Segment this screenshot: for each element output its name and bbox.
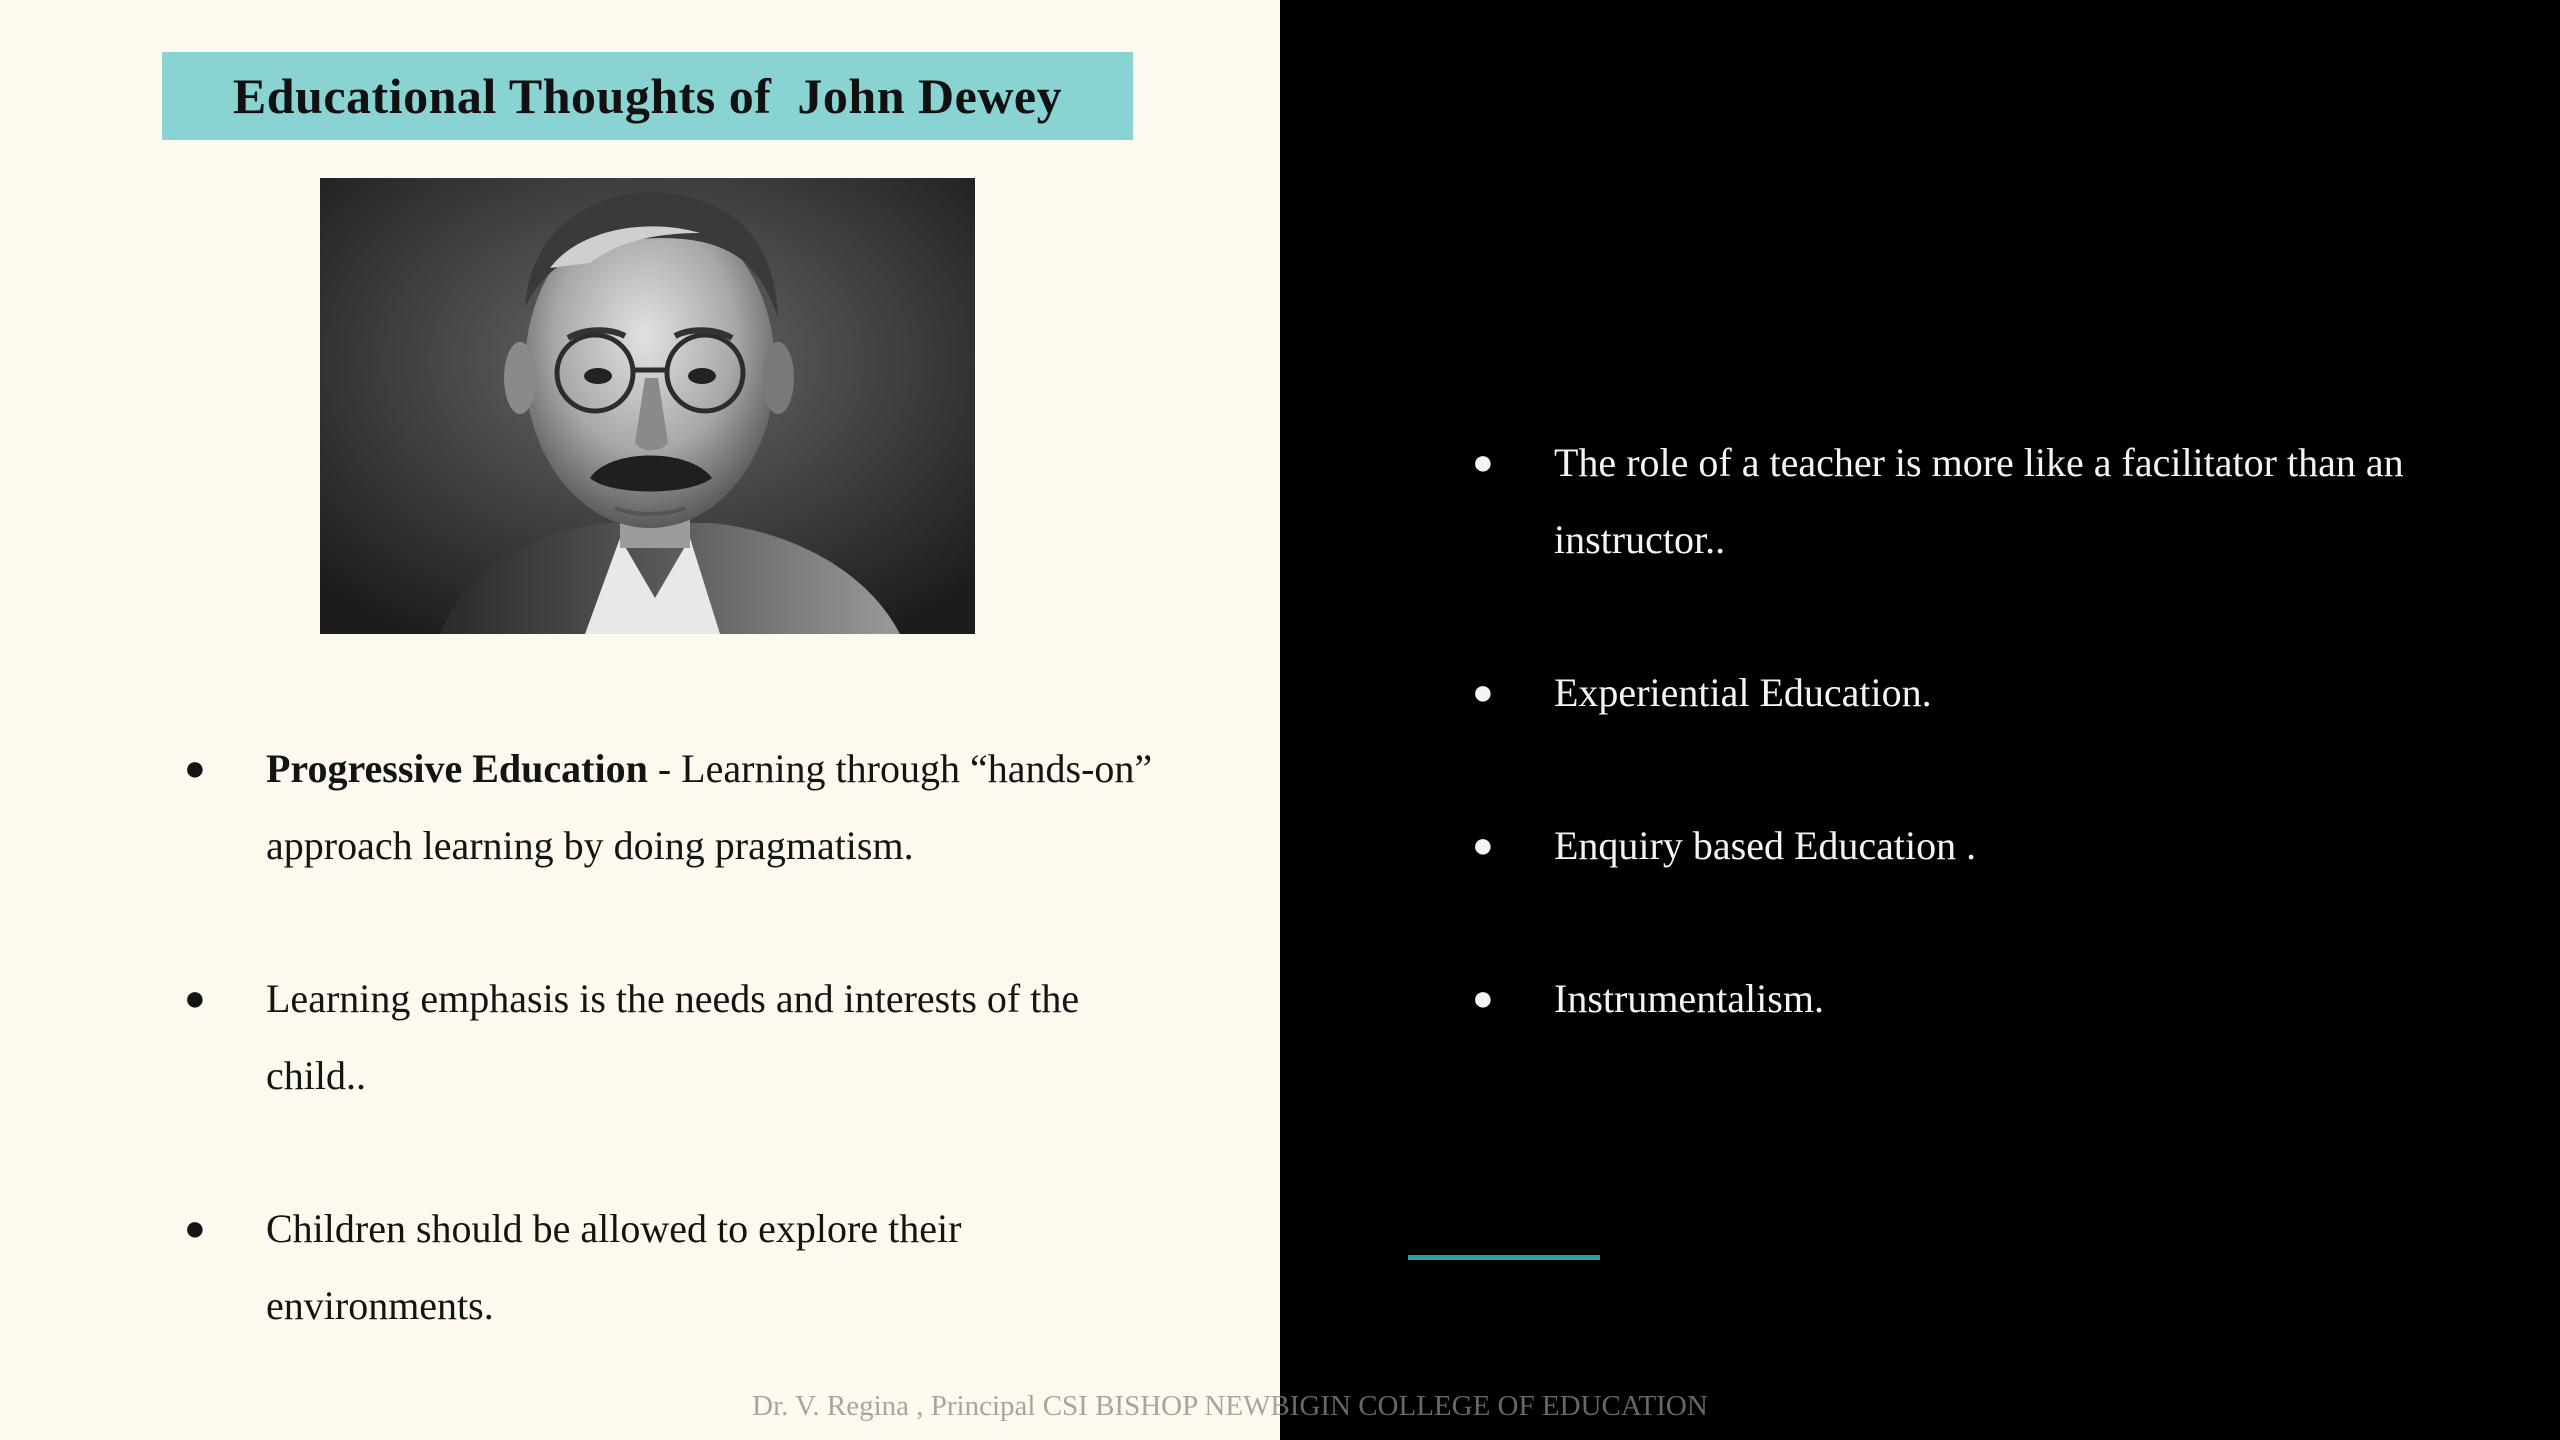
bullet-icon: ● xyxy=(1472,672,1494,712)
left-bullet-list xyxy=(180,730,1180,1420)
list-item xyxy=(180,960,1180,1114)
bullet-text: Instrumentalism. xyxy=(1554,976,1824,1021)
list-item xyxy=(1468,654,2468,731)
portrait-photo xyxy=(320,178,975,634)
bullet-text: Learning emphasis is the needs and interests of the child.. xyxy=(266,976,1080,1098)
bullet-term: Progressive Education xyxy=(266,746,648,791)
bullet-icon: ● xyxy=(184,748,206,788)
list-item xyxy=(180,1190,1180,1344)
bullet-icon: ● xyxy=(1472,978,1494,1018)
footer-credit xyxy=(0,1390,2560,1423)
bullet-text: Enquiry based Education . xyxy=(1554,823,1977,868)
bullet-icon: ● xyxy=(184,1208,206,1248)
list-item xyxy=(1468,807,2468,884)
right-bullet-list xyxy=(1468,424,2468,1113)
list-item xyxy=(180,730,1180,884)
bullet-icon: ● xyxy=(184,978,206,1018)
bullet-text: - Learning through “hands-on” approach learning by doing pragmatism. xyxy=(266,746,1153,868)
accent-divider xyxy=(1408,1255,1600,1260)
bullet-icon: ● xyxy=(1472,442,1494,482)
list-item xyxy=(1468,960,2468,1037)
title-band xyxy=(162,52,1133,140)
bullet-icon: ● xyxy=(1472,825,1494,865)
bullet-text: The role of a teacher is more like a facilitator than an instructor.. xyxy=(1554,440,2404,562)
list-item xyxy=(1468,424,2468,578)
slide-title: Educational Thoughts of John Dewey xyxy=(232,68,1063,124)
bullet-text: Children should be allowed to explore their environments. xyxy=(266,1206,962,1328)
footer-text: Dr. V. Regina , Principal CSI BISHOP NEWBIGIN COLLEGE OF EDUCATION xyxy=(752,1390,1708,1422)
bullet-text: Experiential Education. xyxy=(1554,670,1932,715)
